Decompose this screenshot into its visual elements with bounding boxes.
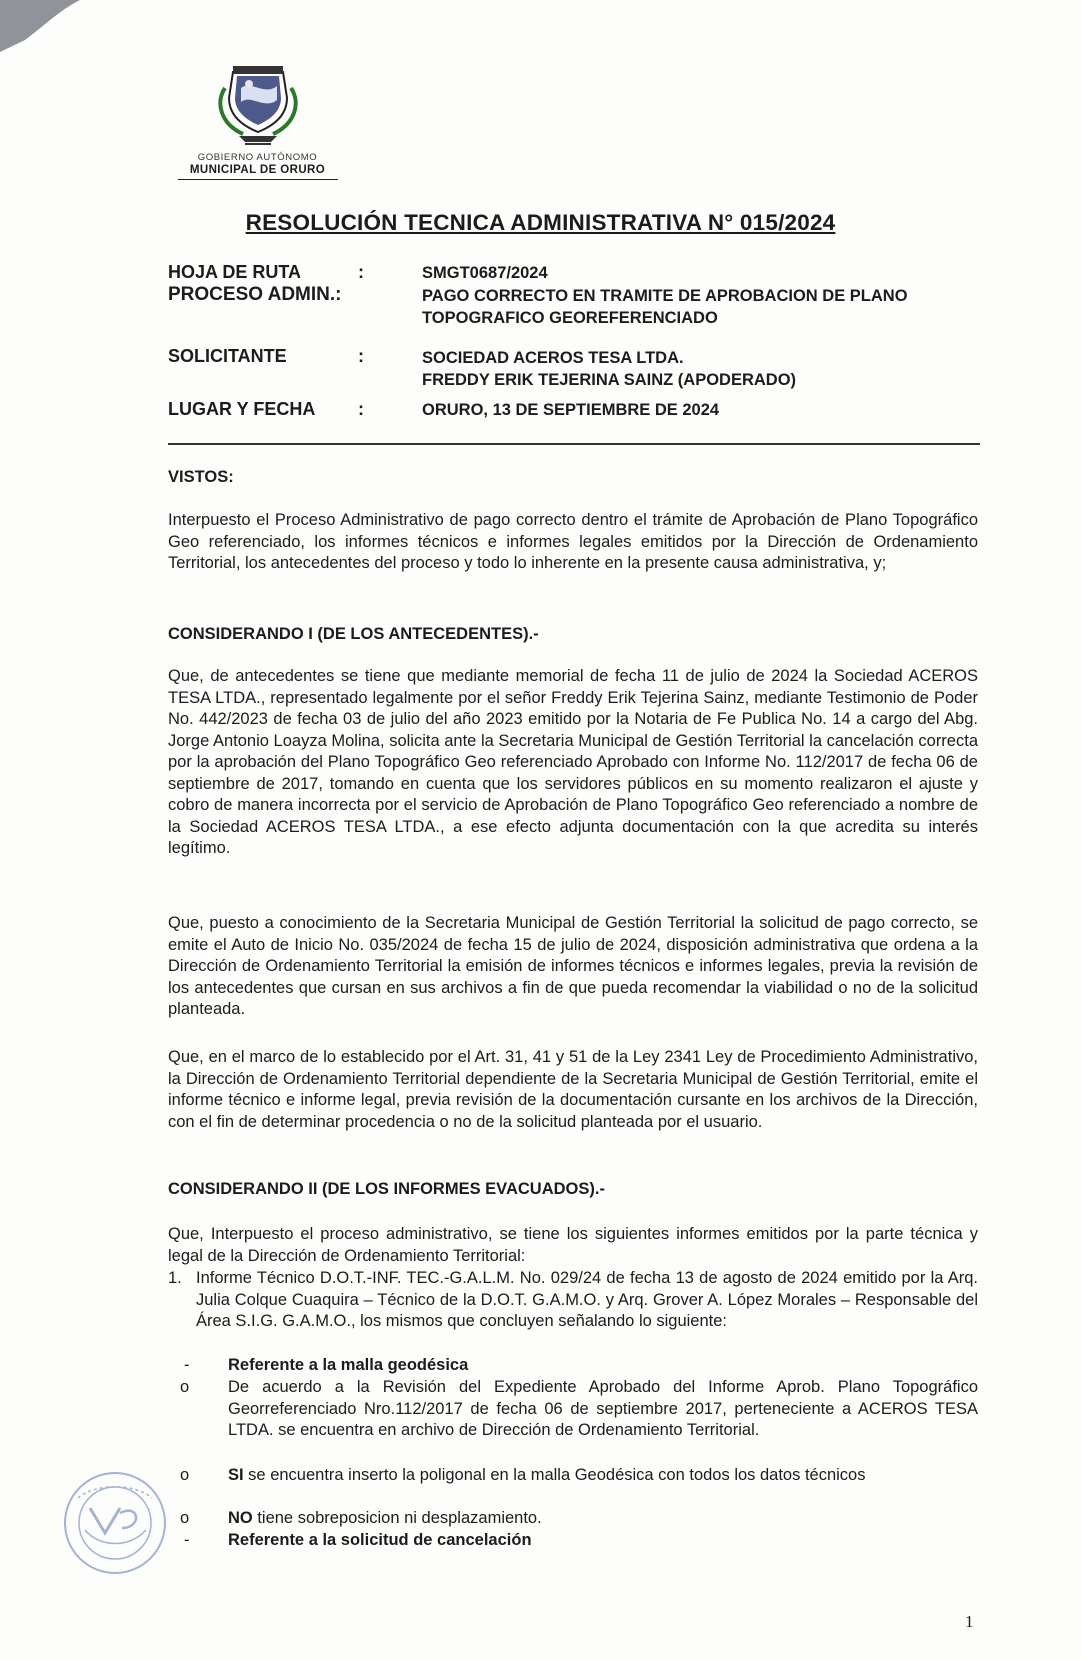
considerando-1-paragraph-3: Que, en el marco de lo establecido por el Art. 31, 41 y 51 de la Ley 2341 Ley de Procedimiento Administrativo, la Dirección de Ordenamiento Territorial dependiente de la Secretaria Municipal de Gestión Territorial, emite el informe técnico e informe legal, previa revisión de la documentación cursante en los archivos de la Dirección, con el fin de determinar procedencia o no de la solicitud planteada por el usuario. (168, 1048, 978, 1131)
sub-item-sobreposicion (228, 1508, 978, 1530)
gov-name-line2: MUNICIPAL DE ORURO (189, 164, 326, 176)
dash-bullet: - (184, 1356, 190, 1374)
meta-label: PROCESO ADMIN.: (168, 284, 342, 305)
considerando-1-paragraph-2: Que, puesto a conocimiento de la Secretaria Municipal de Gestión Territorial la solicitud de pago correcto, se emite el Auto de Inicio No. 035/2024 de fecha 15 de julio de 2024, disposición administrativa que ordena a la Dirección de Ordenamiento Territorial la emisión de informes técnicos e informes legales, previa la revisión de los antecedentes que cursan en sus archivos a fin de que pueda recomendar la viabilidad o no de la solicitud planteada. (168, 914, 978, 1018)
vistos-heading: VISTOS: (168, 468, 234, 486)
sub-item-text: se encuentra inserto la poligonal en la malla Geodésica con todos los datos técnicos (243, 1466, 866, 1484)
meta-label: LUGAR Y FECHA (168, 399, 316, 419)
sub-heading-malla: Referente a la malla geodésica (228, 1356, 469, 1374)
meta-value: SOCIEDAD ACEROS TESA LTDA. (422, 349, 684, 367)
meta-divider (168, 443, 980, 445)
page-number: 1 (965, 1612, 974, 1631)
sub-item-text: tiene sobreposicion ni desplazamiento. (252, 1509, 542, 1527)
official-stamp-icon (60, 1468, 170, 1578)
meta-value: ORURO, 13 DE SEPTIEMBRE DE 2024 (422, 401, 720, 419)
header-divider (178, 179, 338, 180)
meta-value: FREDDY ERIK TEJERINA SAINZ (APODERADO) (422, 371, 797, 389)
meta-colon: : (358, 262, 364, 282)
municipal-coat-of-arms-icon (203, 58, 313, 150)
meta-value: TOPOGRAFICO GEOREFERENCIADO (422, 309, 718, 327)
list-item-text: Informe Técnico D.O.T.-INF. TEC.-G.A.L.M. No. 029/24 de fecha 13 de agosto de 2024 emitido por la Arq. Julia Colque Cuaquira – Técnico de la D.O.T. G.A.M.O. y Arq. Grover A. López Morales – Responsable del Área S.I.G. G.A.M.O., los mismos que concluyen señalando lo siguiente: (196, 1269, 978, 1330)
document-title: RESOLUCIÓN TECNICA ADMINISTRATIVA N° 015/2024 (245, 210, 836, 235)
sub-item-inserto (228, 1465, 978, 1487)
sub-heading-cancelacion: Referente a la solicitud de cancelación (228, 1531, 532, 1549)
considerando-2-intro: Que, Interpuesto el proceso administrativo, se tiene los siguientes informes emitidos por la parte técnica y legal de la Dirección de Ordenamiento Territorial: (168, 1225, 978, 1265)
meta-value: SMGT0687/2024 (422, 264, 548, 282)
list-item-number: 1. (168, 1269, 182, 1287)
meta-value: PAGO CORRECTO EN TRAMITE DE APROBACION DE PLANO (422, 287, 908, 305)
emphasis-text: NO (228, 1509, 253, 1527)
circle-bullet: o (180, 1509, 190, 1527)
vistos-paragraph: Interpuesto el Proceso Administrativo de pago correcto dentro el trámite de Aprobación de Plano Topográfico Geo referenciado, los informes técnicos e informes legales emitidos por la Dirección de Ordenamiento Territorial, los antecedentes del proceso y todo lo inherente en la presente causa administrativa, y; (168, 511, 978, 572)
municipal-header (170, 58, 345, 180)
circle-bullet: o (180, 1378, 190, 1396)
emphasis-text: SI (228, 1466, 244, 1484)
sub-item-revision: De acuerdo a la Revisión del Expediente Aprobado del Informe Aprob. Plano Topográfico Georreferenciado Nro.112/2017 de fecha 06 de septiembre 2017, perteneciente a ACEROS TESA LTDA. se encuentra en archivo de Dirección de Ordenamiento Territorial. (228, 1378, 978, 1439)
scan-shadow-corner (0, 0, 95, 55)
meta-colon: : (358, 399, 364, 419)
considerando-1-paragraph-1: Que, de antecedentes se tiene que mediante memorial de fecha 11 de julio de 2024 la Sociedad ACEROS TESA LTDA., representado legalmente por el señor Freddy Erik Tejerina Sainz, mediante Testimonio de Poder No. 442/2023 de fecha 03 de julio del año 2023 emitido por la Notaria de Fe Publica No. 14 a cargo del Abg. Jorge Antonio Loayza Molina, solicita ante la Secretaria Municipal de Gestión Territorial la cancelación correcta por la aprobación del Plano Topográfico Geo referenciado Aprobado con Informe No. 112/2017 de fecha 06 de septiembre de 2017, tomando en cuenta que los servidores públicos en su momento realizaron el ajuste y cobro de manera incorrecta por el servicio de Aprobación de Plano Topográfico Geo referenciado a nombre de la Sociedad ACEROS TESA LTDA., a ese efecto adjunta documentación con la que acredita su interés legítimo. (168, 667, 978, 857)
gov-name-line1: GOBIERNO AUTÓNOMO (197, 152, 318, 163)
circle-bullet: o (180, 1466, 190, 1484)
meta-label: SOLICITANTE (168, 346, 287, 366)
dash-bullet: - (184, 1531, 190, 1549)
meta-colon: : (358, 346, 364, 366)
considerando-1-heading: CONSIDERANDO I (DE LOS ANTECEDENTES).- (168, 625, 539, 643)
considerando-2-heading: CONSIDERANDO II (DE LOS INFORMES EVACUADOS).- (168, 1180, 605, 1198)
meta-label: HOJA DE RUTA (168, 262, 302, 282)
